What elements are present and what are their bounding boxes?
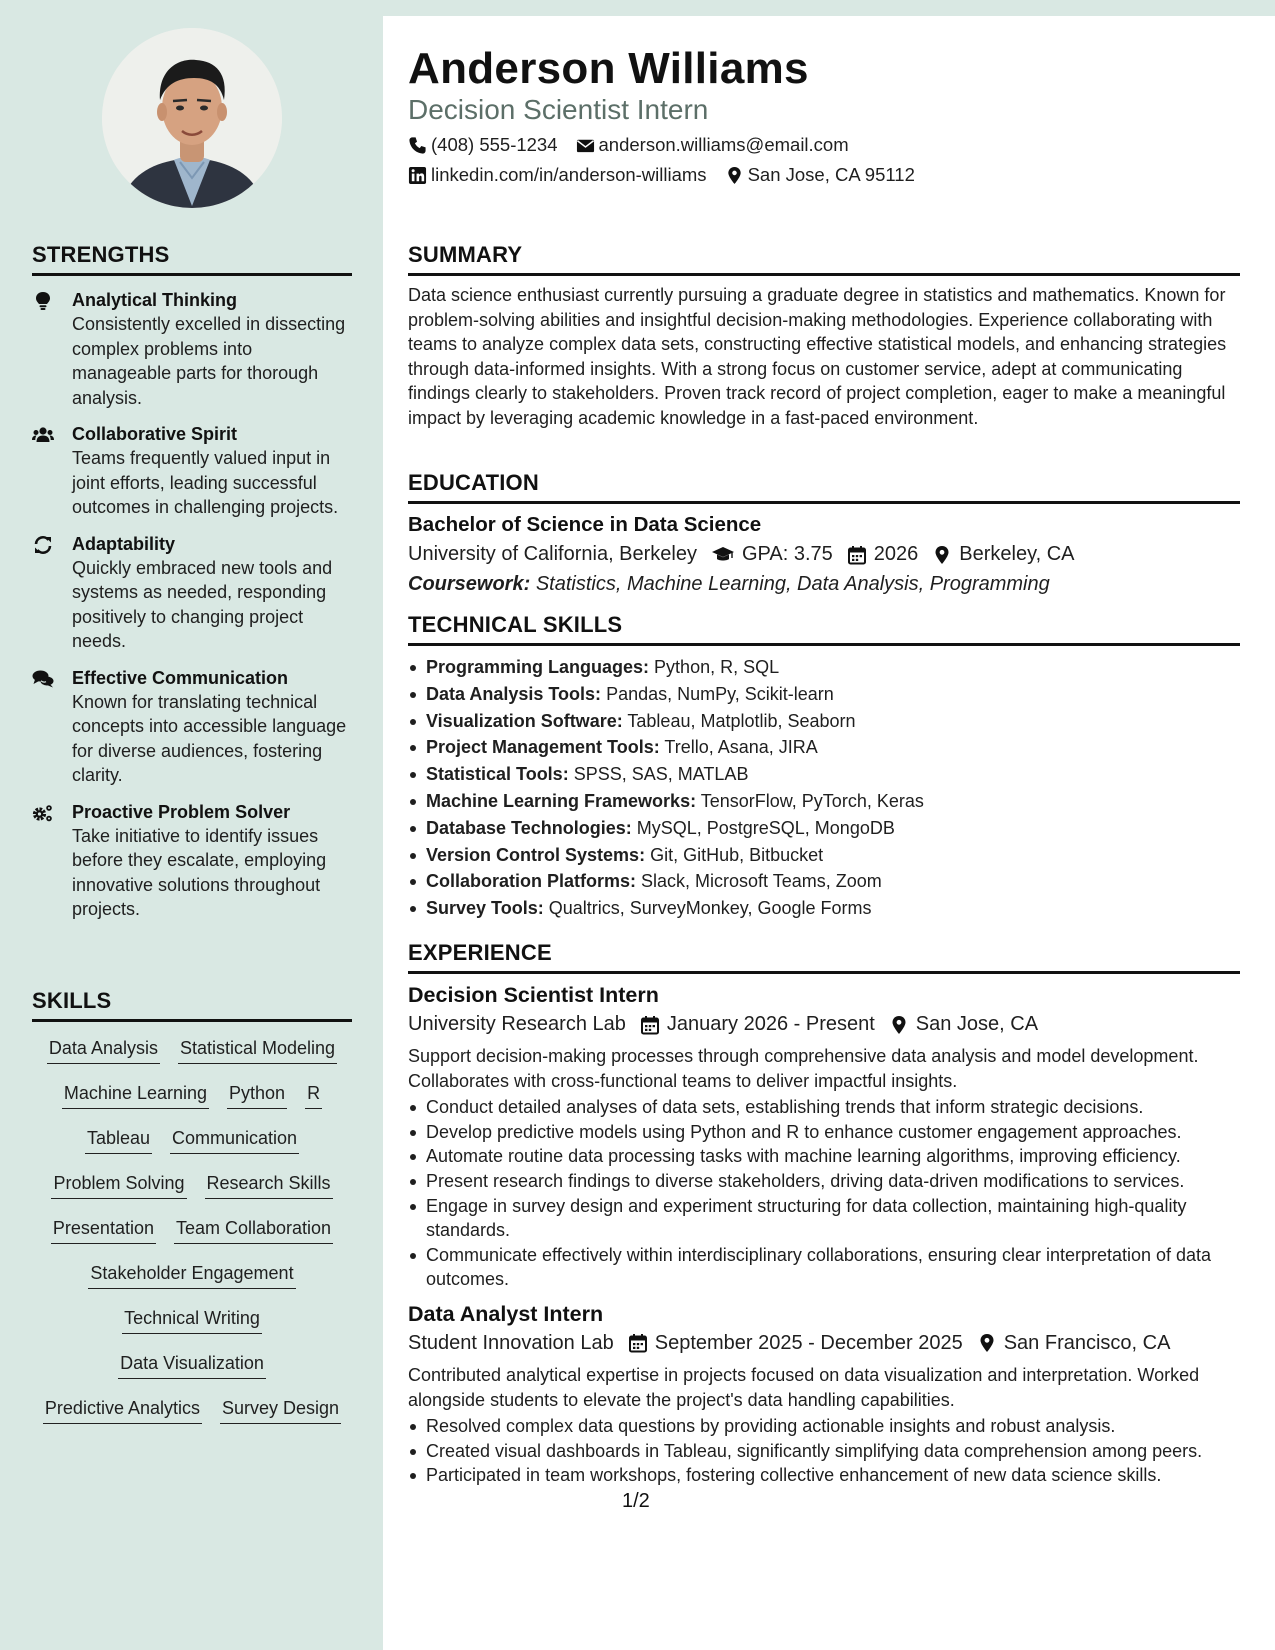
job-title: Data Analyst Intern	[408, 1301, 604, 1326]
strength-item	[32, 288, 352, 410]
map-marker-icon	[977, 1333, 997, 1353]
strengths-section	[32, 242, 352, 922]
education-title: EDUCATION	[408, 470, 1240, 504]
skill-chip: Presentation	[51, 1216, 156, 1244]
contact-email[interactable]	[576, 134, 849, 156]
calendar-icon	[847, 545, 867, 565]
skills-chips	[32, 1022, 352, 1441]
strength-title: Collaborative Spirit	[72, 424, 238, 444]
education-meta	[408, 543, 1240, 566]
skill-chip: Statistical Modeling	[178, 1036, 337, 1064]
contact-line-1	[408, 134, 867, 156]
strengths-title: STRENGTHS	[32, 242, 352, 276]
skill-chip: Communication	[170, 1126, 299, 1154]
job-org: Student Innovation Lab	[408, 1331, 614, 1354]
phone-text: (408) 555-1234	[431, 134, 558, 155]
strength-item	[32, 666, 352, 788]
job-summary: Support decision-making processes through comprehensive data analysis and model development. Collaborates with cross-functional teams to deliver impactful insights.	[408, 1046, 1199, 1091]
summary-title: SUMMARY	[408, 242, 1240, 276]
map-marker-icon	[725, 166, 744, 185]
job-location: San Francisco, CA	[1003, 1331, 1171, 1354]
users-icon	[32, 422, 72, 520]
list-item: Statistical Tools: SPSS, SAS, MATLAB	[408, 761, 1240, 788]
technical-skills-section	[408, 612, 1240, 922]
list-item: Survey Tools: Qualtrics, SurveyMonkey, Google Forms	[408, 895, 1240, 922]
coursework	[408, 573, 1240, 596]
envelope-icon	[576, 136, 595, 155]
skill-chip: Problem Solving	[51, 1171, 186, 1199]
gpa: GPA: 3.75	[742, 543, 833, 565]
school: University of California, Berkeley	[408, 543, 697, 565]
list-item: Data Analysis Tools: Pandas, NumPy, Scikit-learn	[408, 681, 1240, 708]
skill-chip: Team Collaboration	[174, 1216, 333, 1244]
skill-chip: Survey Design	[220, 1396, 341, 1424]
list-item: Conduct detailed analyses of data sets, establishing trends that inform strategic decisions.	[408, 1095, 1240, 1120]
summary-text: Data science enthusiast currently pursuing a graduate degree in statistics and mathematics. Known for problem-solving abilities and insightful decision-making methodologies. Experience collaborating with teams to analyze complex data sets, constructing effective statistical models, and enhancing strategies through data-informed insights. With a strong focus on customer service, adept at communicating findings clearly to stakeholders. Proven track record of project completion, eager to make a meaningful impact by leveraging academic knowledge in a fast-paced environment.	[408, 285, 1227, 428]
education-section	[408, 470, 1240, 596]
summary-section	[408, 242, 1240, 431]
strength-description: Quickly embraced new tools and systems as needed, responding positively to changing project needs.	[72, 557, 333, 651]
skills-row	[32, 1171, 352, 1216]
skills-row	[32, 1351, 352, 1396]
job-title: Decision Scientist Intern	[408, 983, 659, 1007]
contact-line-2	[408, 164, 933, 186]
strength-description: Teams frequently valued input in joint efforts, leading successful outcomes in challenging projects.	[72, 448, 339, 517]
graduation-cap-icon	[711, 545, 735, 565]
skills-row	[32, 1396, 352, 1441]
technical-skills-list	[408, 654, 1240, 922]
skills-row	[32, 1261, 352, 1306]
job-location: San Jose, CA	[915, 1013, 1039, 1035]
list-item: Project Management Tools: Trello, Asana, JIRA	[408, 734, 1240, 761]
degree: Bachelor of Science in Data Science	[408, 513, 762, 536]
contact-phone	[408, 134, 558, 156]
graduation-year: 2026	[873, 543, 919, 565]
list-item: Programming Languages: Python, R, SQL	[408, 654, 1240, 681]
list-item: Participated in team workshops, fostering collective enhancement of new data science skills.	[408, 1463, 1240, 1488]
skills-row	[32, 1081, 352, 1126]
skill-chip: Research Skills	[205, 1171, 333, 1199]
experience-title: EXPERIENCE	[408, 940, 1240, 974]
job-dates: January 2026 - Present	[666, 1013, 875, 1035]
strength-description: Consistently excelled in dissecting complex problems into manageable parts for thorough analysis.	[72, 314, 346, 408]
skills-section	[32, 988, 352, 1441]
profile-photo	[102, 28, 282, 208]
contact-linkedin[interactable]	[408, 164, 707, 186]
list-item: Present research findings to diverse stakeholders, driving data-driven modifications to services.	[408, 1169, 1240, 1194]
strength-title: Proactive Problem Solver	[72, 801, 291, 822]
strength-item	[32, 532, 352, 654]
list-item: Version Control Systems: Git, GitHub, Bitbucket	[408, 842, 1240, 869]
list-item: Collaboration Platforms: Slack, Microsoft Teams, Zoom	[408, 868, 1240, 895]
skills-title: SKILLS	[32, 988, 352, 1022]
strength-description: Known for translating technical concepts into accessible language for diverse audiences, fostering clarity.	[72, 691, 347, 785]
email-link[interactable]: anderson.williams@email.com	[598, 134, 849, 155]
list-item: Database Technologies: MySQL, PostgreSQL, MongoDB	[408, 815, 1240, 842]
education-location: Berkeley, CA	[959, 543, 1075, 565]
candidate-name: Anderson Williams	[408, 44, 809, 93]
skill-chip: Python	[227, 1081, 287, 1109]
sync-icon	[32, 532, 72, 654]
strength-title: Effective Communication	[72, 667, 289, 688]
list-item: Created visual dashboards in Tableau, significantly simplifying data comprehension among peers.	[408, 1439, 1240, 1464]
linkedin-link[interactable]: linkedin.com/in/anderson-williams	[431, 164, 707, 185]
skill-chip: Tableau	[85, 1126, 152, 1154]
job-bullets	[408, 1414, 1240, 1488]
skills-row	[32, 1216, 352, 1261]
phone-icon	[408, 136, 427, 155]
top-band	[383, 0, 1275, 16]
list-item: Develop predictive models using Python and R to enhance customer engagement approaches.	[408, 1120, 1240, 1145]
contact-location	[725, 164, 915, 186]
job-summary: Contributed analytical expertise in projects focused on data visualization and interpretation. Worked alongside students to elevate the project's data handling capabilities.	[408, 1364, 1200, 1410]
skills-row	[32, 1126, 352, 1171]
list-item: Resolved complex data questions by providing actionable insights and robust analysis.	[408, 1414, 1240, 1439]
map-marker-icon	[932, 545, 952, 565]
lightbulb-icon	[32, 288, 72, 410]
avatar	[102, 28, 282, 208]
job-org: University Research Lab	[408, 1013, 626, 1035]
cogs-icon	[32, 800, 72, 922]
list-item: Machine Learning Frameworks: TensorFlow, PyTorch, Keras	[408, 788, 1240, 815]
technical-skills-title: TECHNICAL SKILLS	[408, 612, 1240, 646]
calendar-icon	[628, 1333, 648, 1353]
calendar-icon	[640, 1015, 660, 1035]
linkedin-icon	[408, 166, 427, 185]
coursework-label: Coursework:	[408, 573, 531, 595]
strength-title: Analytical Thinking	[72, 290, 238, 310]
job-meta	[408, 1013, 1240, 1036]
job-dates: September 2025 - December 2025	[654, 1331, 963, 1354]
map-marker-icon	[889, 1015, 909, 1035]
skill-chip: Data Visualization	[118, 1351, 266, 1379]
location-text: San Jose, CA 95112	[747, 164, 915, 185]
skills-row	[32, 1036, 352, 1081]
list-item: Communicate effectively within interdisciplinary collaborations, ensuring clear interpretation of data outcomes.	[408, 1243, 1240, 1292]
job-meta	[408, 1332, 1240, 1355]
skill-chip: Technical Writing	[122, 1306, 262, 1334]
strength-item	[32, 800, 352, 922]
list-item: Automate routine data processing tasks with machine learning algorithms, improving efficiency.	[408, 1144, 1240, 1169]
strength-item	[32, 422, 352, 520]
skill-chip: Predictive Analytics	[43, 1396, 202, 1424]
coursework-text: Statistics, Machine Learning, Data Analysis, Programming	[535, 573, 1050, 595]
page-number: 1/2	[622, 1490, 650, 1512]
candidate-role: Decision Scientist Intern	[408, 94, 709, 125]
skill-chip: Stakeholder Engagement	[88, 1261, 295, 1289]
skills-row	[32, 1306, 352, 1351]
list-item: Visualization Software: Tableau, Matplotlib, Seaborn	[408, 708, 1240, 735]
comments-icon	[32, 666, 72, 788]
experience-section	[408, 940, 1240, 1488]
job-bullets	[408, 1095, 1240, 1292]
skill-chip: R	[305, 1081, 322, 1109]
strength-title: Adaptability	[72, 533, 176, 554]
skill-chip: Data Analysis	[47, 1036, 160, 1064]
skill-chip: Machine Learning	[62, 1081, 209, 1109]
strength-description: Take initiative to identify issues before they escalate, employing innovative solutions throughout projects.	[72, 825, 327, 919]
list-item: Engage in survey design and experiment structuring for data collection, maintaining high-quality standards.	[408, 1194, 1240, 1243]
